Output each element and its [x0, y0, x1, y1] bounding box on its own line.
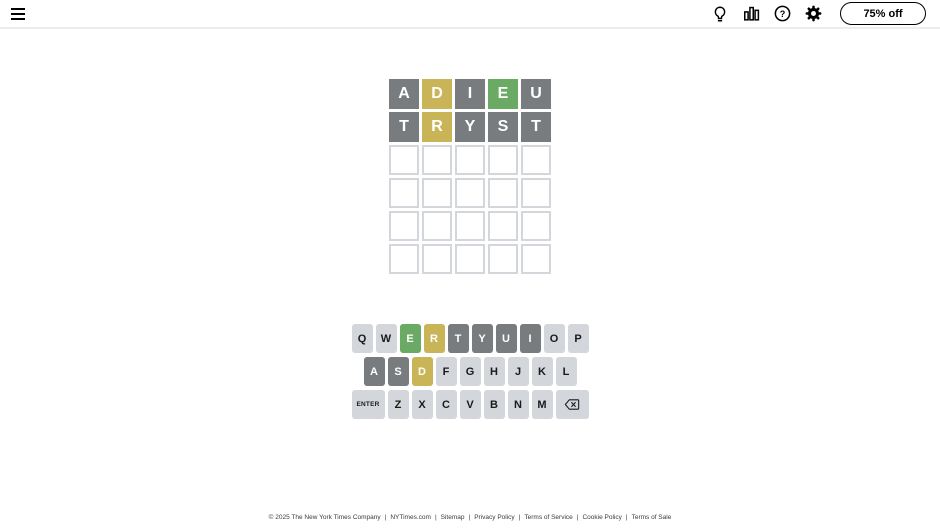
tile — [422, 178, 452, 208]
tile — [521, 178, 551, 208]
footer-separator: | — [434, 514, 437, 521]
keyboard-row-3 — [352, 390, 589, 419]
tile — [389, 244, 419, 274]
key-t[interactable]: T — [448, 324, 469, 353]
board-row-1 — [389, 79, 551, 109]
board-row-6 — [389, 244, 551, 274]
tile — [488, 178, 518, 208]
hamburger-menu-button[interactable] — [8, 3, 32, 25]
tile — [521, 145, 551, 175]
key-w[interactable]: W — [376, 324, 397, 353]
tile: T — [389, 112, 419, 142]
key-backspace[interactable] — [556, 390, 589, 419]
tile — [488, 244, 518, 274]
key-p[interactable]: P — [568, 324, 589, 353]
bar-chart-icon — [742, 4, 761, 23]
key-x[interactable]: X — [412, 390, 433, 419]
board-row-4 — [389, 178, 551, 208]
footer-separator: | — [384, 514, 387, 521]
keyboard-row-1 — [352, 324, 589, 353]
footer-separator: | — [518, 514, 521, 521]
footer-link[interactable]: NYTimes.com — [390, 514, 431, 521]
tile: S — [488, 112, 518, 142]
key-o[interactable]: O — [544, 324, 565, 353]
stats-button[interactable] — [740, 3, 762, 25]
lightbulb-icon — [711, 5, 729, 23]
key-r[interactable]: R — [424, 324, 445, 353]
board — [389, 79, 551, 274]
footer-separator: | — [625, 514, 628, 521]
tile — [455, 145, 485, 175]
header — [0, 0, 940, 29]
tile: T — [521, 112, 551, 142]
footer-link[interactable]: Sitemap — [440, 514, 465, 521]
keyboard — [352, 324, 589, 419]
key-g[interactable]: G — [460, 357, 481, 386]
board-row-2 — [389, 112, 551, 142]
footer-link[interactable]: Terms of Sale — [631, 514, 672, 521]
key-s[interactable]: S — [388, 357, 409, 386]
tile: D — [422, 79, 452, 109]
footer-separator: | — [468, 514, 471, 521]
subscription-offer-button[interactable]: 75% off — [840, 2, 926, 25]
footer-link[interactable]: Cookie Policy — [582, 514, 622, 521]
key-l[interactable]: L — [556, 357, 577, 386]
board-row-5 — [389, 211, 551, 241]
help-button[interactable] — [771, 3, 793, 25]
tile — [521, 211, 551, 241]
header-actions — [709, 2, 926, 25]
tile — [422, 211, 452, 241]
board-row-3 — [389, 145, 551, 175]
tile: I — [455, 79, 485, 109]
tile — [521, 244, 551, 274]
key-enter[interactable]: ENTER — [352, 390, 385, 419]
key-f[interactable]: F — [436, 357, 457, 386]
hint-button[interactable] — [709, 3, 731, 25]
key-a[interactable]: A — [364, 357, 385, 386]
hamburger-icon — [11, 8, 25, 10]
key-z[interactable]: Z — [388, 390, 409, 419]
key-h[interactable]: H — [484, 357, 505, 386]
key-j[interactable]: J — [508, 357, 529, 386]
tile — [488, 145, 518, 175]
key-m[interactable]: M — [532, 390, 553, 419]
game-area — [0, 29, 940, 529]
tile — [488, 211, 518, 241]
tile — [455, 178, 485, 208]
footer-copyright: © 2025 The New York Times Company — [268, 514, 381, 521]
footer — [0, 514, 940, 521]
key-v[interactable]: V — [460, 390, 481, 419]
tile — [455, 211, 485, 241]
tile: R — [422, 112, 452, 142]
tile — [422, 145, 452, 175]
key-b[interactable]: B — [484, 390, 505, 419]
tile: E — [488, 79, 518, 109]
key-i[interactable]: I — [520, 324, 541, 353]
svg-text:?: ? — [779, 8, 785, 19]
footer-link[interactable]: Terms of Service — [524, 514, 573, 521]
question-mark-icon — [773, 4, 792, 23]
gear-icon — [804, 4, 823, 23]
keyboard-row-2 — [364, 357, 577, 386]
key-n[interactable]: N — [508, 390, 529, 419]
tile: Y — [455, 112, 485, 142]
tile: A — [389, 79, 419, 109]
tile — [389, 178, 419, 208]
key-u[interactable]: U — [496, 324, 517, 353]
backspace-icon — [564, 398, 580, 411]
tile — [389, 145, 419, 175]
key-d[interactable]: D — [412, 357, 433, 386]
key-q[interactable]: Q — [352, 324, 373, 353]
tile — [389, 211, 419, 241]
settings-button[interactable] — [802, 3, 824, 25]
key-y[interactable]: Y — [472, 324, 493, 353]
key-c[interactable]: C — [436, 390, 457, 419]
tile — [455, 244, 485, 274]
footer-link[interactable]: Privacy Policy — [474, 514, 515, 521]
tile: U — [521, 79, 551, 109]
footer-separator: | — [576, 514, 579, 521]
tile — [422, 244, 452, 274]
key-e[interactable]: E — [400, 324, 421, 353]
key-k[interactable]: K — [532, 357, 553, 386]
